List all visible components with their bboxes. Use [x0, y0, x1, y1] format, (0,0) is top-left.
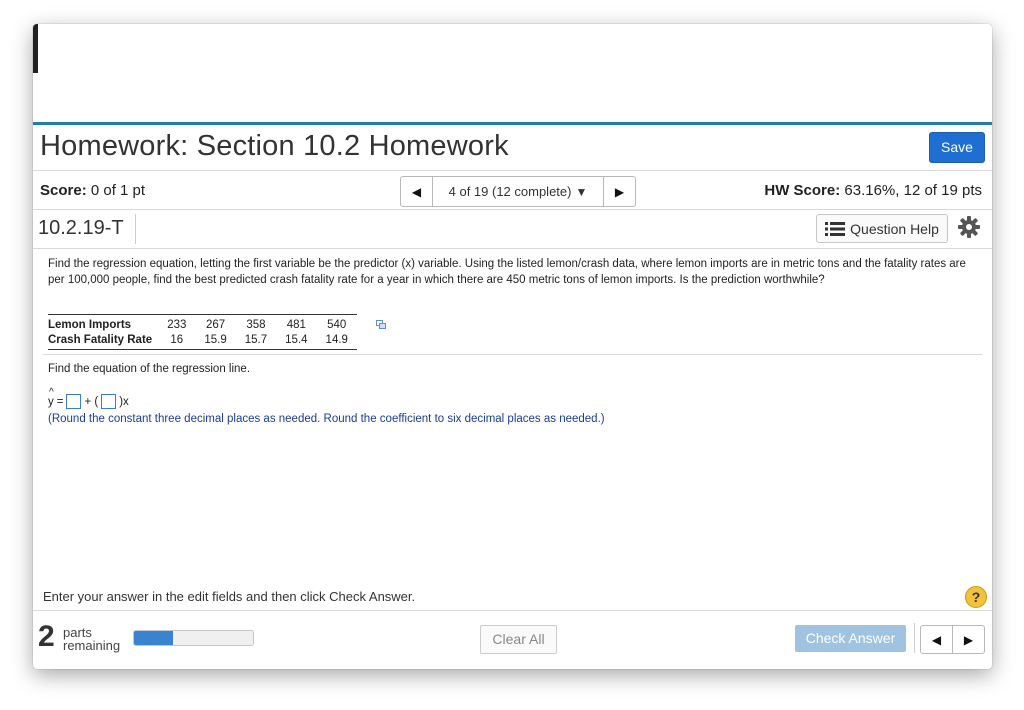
triangle-right-icon: ▶ [963, 632, 974, 647]
regression-equation [48, 386, 129, 409]
close-paren-x: )x [119, 395, 129, 408]
table-cell: 481 [276, 315, 316, 333]
table-cell: 15.9 [195, 332, 235, 350]
table-cell: 540 [317, 315, 357, 333]
parts-progress-bar [133, 630, 254, 646]
previous-question-button[interactable] [401, 177, 433, 206]
homework-window [33, 24, 992, 669]
parts-word: parts [63, 625, 92, 640]
table-cell: 14.9 [317, 332, 357, 350]
plus-open-paren: + ( [84, 395, 99, 408]
parts-remaining-label [63, 626, 120, 652]
question-selector[interactable] [433, 177, 603, 206]
table-cell: 267 [195, 315, 235, 333]
question-help-label: Question Help [850, 220, 939, 237]
previous-part-button[interactable] [921, 626, 953, 653]
score-value: 0 of 1 pt [90, 182, 146, 199]
check-answer-button[interactable]: Check Answer [795, 625, 906, 652]
rounding-note: (Round the constant three decimal places as needed. Round the coefficient to six decimal places as needed.) [48, 413, 605, 425]
question-navigator [400, 176, 636, 207]
table-cell: 358 [236, 315, 276, 333]
header-divider [33, 122, 992, 125]
button-separator [914, 623, 915, 653]
divider [33, 610, 992, 611]
divider [43, 354, 982, 355]
score [40, 182, 145, 199]
hw-score-label: HW Score: [764, 182, 841, 199]
hw-score-value: 63.16%, 12 of 19 pts [844, 182, 982, 199]
hw-score [764, 182, 982, 199]
window-edge-bar [33, 24, 38, 73]
remaining-word: remaining [63, 638, 121, 653]
score-label: Score: [40, 182, 87, 199]
divider [33, 209, 992, 210]
question-id-separator [135, 214, 136, 244]
next-question-button[interactable] [603, 177, 635, 206]
clear-all-button[interactable]: Clear All [480, 625, 557, 654]
gear-icon[interactable] [957, 215, 981, 239]
constant-input[interactable] [66, 394, 81, 409]
hat-symbol: ^ [49, 386, 54, 398]
save-button[interactable]: Save [929, 132, 985, 163]
footer-message: Enter your answer in the edit fields and then click Check Answer. [43, 589, 416, 604]
question-id: 10.2.19-T [38, 217, 124, 239]
copy-data-icon[interactable] [376, 320, 386, 329]
coefficient-input[interactable] [101, 394, 116, 409]
row-label: Crash Fatality Rate [48, 332, 158, 350]
triangle-right-icon: ▶ [614, 184, 625, 199]
divider [33, 248, 992, 249]
help-icon[interactable]: ? [965, 586, 987, 608]
table-cell: 15.7 [236, 332, 276, 350]
progress-fill [134, 631, 173, 645]
instruction-text: Find the equation of the regression line. [48, 363, 251, 375]
row-label: Lemon Imports [48, 315, 158, 333]
equals-sign: = [56, 395, 64, 408]
y-hat [48, 386, 54, 408]
y-symbol: y [48, 395, 54, 408]
question-position: 4 of 19 (12 complete) [448, 184, 572, 199]
list-icon [825, 222, 845, 236]
table-cell: 15.4 [276, 332, 316, 350]
data-table [48, 314, 357, 350]
triangle-left-icon: ◀ [931, 632, 942, 647]
divider [33, 170, 992, 171]
next-part-button[interactable] [953, 626, 984, 653]
table-row [48, 315, 357, 333]
problem-text: Find the regression equation, letting the first variable be the predictor (x) variable. Using the listed lemon/crash data, where lemon imports are in metric tons and the fatality rates are per 100,000 people, find the best predicted crash fatality rate for a year in which there are 450 metric tons of lemon imports. Is the prediction worthwhile? [48, 258, 966, 286]
page-title: Homework: Section 10.2 Homework [40, 130, 509, 162]
question-help-button[interactable] [816, 214, 948, 243]
table-cell: 16 [158, 332, 195, 350]
parts-count: 2 [38, 620, 55, 653]
table-row [48, 332, 357, 350]
triangle-down-icon: ▼ [575, 184, 588, 199]
table-cell: 233 [158, 315, 195, 333]
triangle-left-icon: ◀ [411, 184, 422, 199]
part-navigator [920, 625, 985, 654]
